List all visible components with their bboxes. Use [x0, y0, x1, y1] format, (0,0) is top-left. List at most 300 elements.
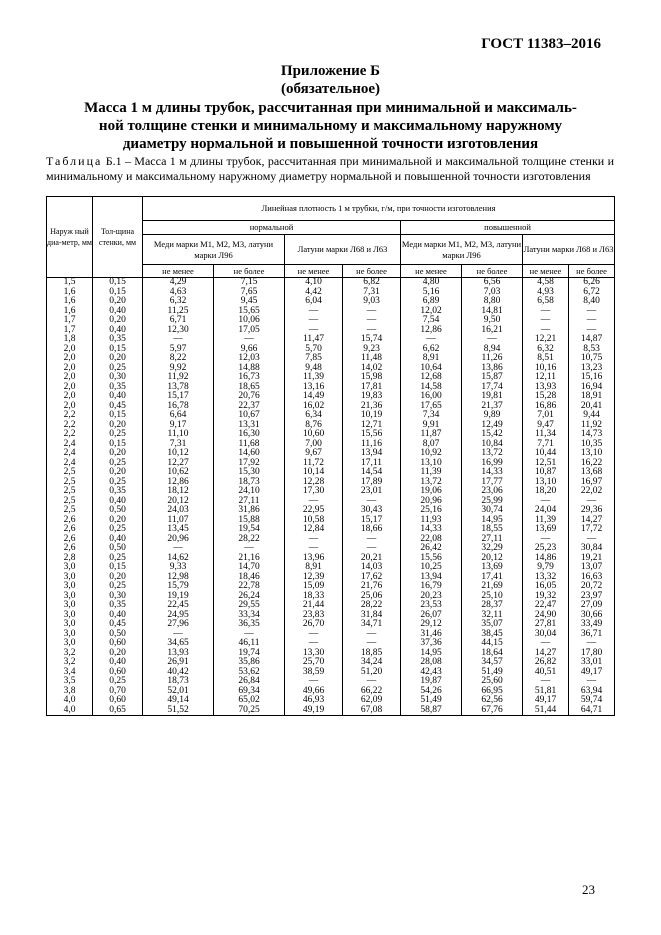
table-cell: 31,84 [343, 611, 401, 621]
table-cell: 20,96 [401, 497, 462, 507]
table-cell: 21,69 [462, 582, 523, 592]
table-cell: 8,53 [569, 345, 615, 355]
table-cell: 14,27 [569, 516, 615, 526]
table-cell: 13,93 [143, 649, 214, 659]
table-cell: 19,06 [401, 487, 462, 497]
table-cell: 18,91 [569, 392, 615, 402]
appendix-heading [0, 99, 661, 153]
table-cell: 9,67 [285, 449, 343, 459]
table-cell: 51,44 [523, 706, 569, 716]
table-cell: 21,76 [343, 582, 401, 592]
table-cell: 4,42 [285, 288, 343, 298]
table-cell: 1,8 [47, 335, 93, 345]
table-cell: 6,56 [462, 278, 523, 288]
table-cell: 11,07 [143, 516, 214, 526]
table-cell: 17,89 [343, 478, 401, 488]
table-cell: 10,44 [523, 449, 569, 459]
table-cell: 21,16 [214, 554, 285, 564]
table-cell: 27,11 [462, 535, 523, 545]
table-cell: 10,19 [343, 411, 401, 421]
header-outer-diameter: Наруж ный диа-метр, мм [47, 197, 93, 278]
table-cell: 10,35 [569, 440, 615, 450]
table-cell: 18,55 [462, 525, 523, 535]
table-row [47, 706, 615, 716]
table-cell: 54,26 [401, 687, 462, 697]
table-cell: 28,22 [343, 601, 401, 611]
table-cell: 40,51 [523, 668, 569, 678]
table-cell: 14,60 [214, 449, 285, 459]
table-cell: 11,16 [343, 440, 401, 450]
table-cell: 46,93 [285, 696, 343, 706]
table-cell: 25,60 [462, 677, 523, 687]
table-cell: 15,98 [343, 373, 401, 383]
table-cell: 0,25 [93, 677, 143, 687]
table-cell: — [343, 326, 401, 336]
table-cell: 0,15 [93, 563, 143, 573]
header-brass-increased: Латуни марки Л68 и Л63 [523, 235, 615, 265]
table-cell: 8,91 [401, 354, 462, 364]
table-cell: 14,95 [401, 649, 462, 659]
table-cell: 10,14 [285, 468, 343, 478]
table-cell: 58,87 [401, 706, 462, 716]
table-cell: 0,25 [93, 364, 143, 374]
table-cell: 18,73 [214, 478, 285, 488]
table-cell: 13,10 [401, 459, 462, 469]
table-cell: 22,45 [143, 601, 214, 611]
table-cell: 21,44 [285, 601, 343, 611]
table-cell: 18,12 [143, 487, 214, 497]
table-cell: 10,58 [285, 516, 343, 526]
table-cell: 24,04 [523, 506, 569, 516]
table-cell: 20,76 [214, 392, 285, 402]
table-cell: — [523, 497, 569, 507]
table-cell: 0,35 [93, 335, 143, 345]
table-cell: 32,29 [462, 544, 523, 554]
table-cell: 11,26 [462, 354, 523, 364]
table-cell: 34,24 [343, 658, 401, 668]
table-cell: 0,30 [93, 373, 143, 383]
table-cell: 13,07 [569, 563, 615, 573]
table-cell: — [343, 307, 401, 317]
table-row [47, 573, 615, 583]
table-cell: 12,98 [143, 573, 214, 583]
table-row [47, 497, 615, 507]
table-cell: 2,2 [47, 421, 93, 431]
table-cell: 26,70 [285, 620, 343, 630]
table-cell: 52,01 [143, 687, 214, 697]
table-row [47, 620, 615, 630]
table-cell: 2,4 [47, 440, 93, 450]
table-cell: 44,15 [462, 639, 523, 649]
table-cell: 22,95 [285, 506, 343, 516]
table-cell: 8,76 [285, 421, 343, 431]
table-cell: 37,36 [401, 639, 462, 649]
table-cell: 0,35 [93, 601, 143, 611]
table-cell: — [401, 335, 462, 345]
table-cell: 12,02 [401, 307, 462, 317]
table-cell: 2,4 [47, 449, 93, 459]
table-cell: 16,86 [523, 402, 569, 412]
table-cell: 11,92 [569, 421, 615, 431]
table-cell: 16,99 [462, 459, 523, 469]
table-cell: 11,39 [285, 373, 343, 383]
table-cell: 0,40 [93, 658, 143, 668]
table-cell: 0,20 [93, 468, 143, 478]
table-cell: 12,84 [285, 525, 343, 535]
table-cell: 12,28 [285, 478, 343, 488]
table-cell: — [343, 639, 401, 649]
table-cell: 17,41 [462, 573, 523, 583]
table-row [47, 430, 615, 440]
table-cell: 14,73 [569, 430, 615, 440]
table-cell: — [569, 307, 615, 317]
table-cell: 3,2 [47, 658, 93, 668]
table-cell: 7,71 [523, 440, 569, 450]
table-cell: — [285, 307, 343, 317]
table-row [47, 402, 615, 412]
table-cell: — [214, 544, 285, 554]
table-row [47, 649, 615, 659]
table-cell: 2,0 [47, 392, 93, 402]
table-cell: 14,87 [569, 335, 615, 345]
table-cell: 6,71 [143, 316, 214, 326]
table-cell: 38,59 [285, 668, 343, 678]
table-cell: 32,11 [462, 611, 523, 621]
table-cell: 7,34 [401, 411, 462, 421]
table-cell: 0,40 [93, 535, 143, 545]
table-row [47, 297, 615, 307]
table-cell: 2,2 [47, 430, 93, 440]
table-cell: 2,0 [47, 354, 93, 364]
table-cell: 2,0 [47, 373, 93, 383]
table-cell: 1,6 [47, 288, 93, 298]
table-cell: 23,97 [569, 592, 615, 602]
table-cell: 59,74 [569, 696, 615, 706]
appendix-status: (обязательное) [280, 81, 381, 97]
table-cell: 0,25 [93, 478, 143, 488]
table-row [47, 639, 615, 649]
table-cell: 70,25 [214, 706, 285, 716]
table-cell: 2,0 [47, 345, 93, 355]
table-cell: 3,8 [47, 687, 93, 697]
table-cell: 10,64 [401, 364, 462, 374]
table-cell: 3,0 [47, 563, 93, 573]
table-cell: 11,72 [285, 459, 343, 469]
table-cell: 26,24 [214, 592, 285, 602]
table-cell: 0,40 [93, 497, 143, 507]
table-cell: 14,88 [214, 364, 285, 374]
table-cell: 13,31 [214, 421, 285, 431]
table-cell: 19,54 [214, 525, 285, 535]
table-cell: — [523, 677, 569, 687]
table-cell: 46,11 [214, 639, 285, 649]
table-cell: 31,86 [214, 506, 285, 516]
mass-table [46, 196, 615, 716]
table-cell: 40,42 [143, 668, 214, 678]
table-cell: 0,30 [93, 592, 143, 602]
table-cell: 33,49 [569, 620, 615, 630]
table-cell: 20,96 [143, 535, 214, 545]
table-cell: 1,7 [47, 316, 93, 326]
table-cell: — [285, 677, 343, 687]
table-cell: — [285, 544, 343, 554]
table-cell: 11,25 [143, 307, 214, 317]
table-cell: — [569, 535, 615, 545]
table-cell: 2,6 [47, 544, 93, 554]
table-cell: 5,97 [143, 345, 214, 355]
table-cell: 0,20 [93, 516, 143, 526]
table-cell: 18,73 [143, 677, 214, 687]
table-row [47, 601, 615, 611]
table-cell: 25,10 [462, 592, 523, 602]
table-cell: 13,72 [462, 449, 523, 459]
table-cell: 12,71 [343, 421, 401, 431]
table-cell: 51,49 [401, 696, 462, 706]
table-cell: 10,06 [214, 316, 285, 326]
table-cell: — [143, 335, 214, 345]
table-cell: 23,06 [462, 487, 523, 497]
table-cell: 18,85 [343, 649, 401, 659]
table-cell: 25,16 [401, 506, 462, 516]
table-row [47, 468, 615, 478]
appendix-heading-line: диаметру нормальной и повышенной точности изготовления [122, 136, 539, 152]
table-cell: 11,34 [523, 430, 569, 440]
table-cell: 13,94 [343, 449, 401, 459]
table-cell: 67,76 [462, 706, 523, 716]
table-cell: 49,14 [143, 696, 214, 706]
table-row [47, 506, 615, 516]
table-cell: 2,0 [47, 402, 93, 412]
table-cell: 16,02 [285, 402, 343, 412]
table-cell: 36,35 [214, 620, 285, 630]
table-cell: 19,74 [214, 649, 285, 659]
table-row [47, 554, 615, 564]
table-cell: 13,16 [285, 383, 343, 393]
table-cell: 29,55 [214, 601, 285, 611]
table-caption-label: Таблица [46, 154, 103, 168]
table-cell: 15,30 [214, 468, 285, 478]
table-cell: 29,36 [569, 506, 615, 516]
table-cell: 0,20 [93, 354, 143, 364]
table-row [47, 335, 615, 345]
table-cell: 0,45 [93, 402, 143, 412]
table-cell: 2,4 [47, 459, 93, 469]
table-cell: — [285, 326, 343, 336]
table-cell: 66,95 [462, 687, 523, 697]
table-cell: 0,70 [93, 687, 143, 697]
table-cell: 8,22 [143, 354, 214, 364]
table-cell: 9,79 [523, 563, 569, 573]
table-cell: 51,20 [343, 668, 401, 678]
table-cell: 67,08 [343, 706, 401, 716]
table-cell: 13,72 [401, 478, 462, 488]
table-cell: 13,69 [523, 525, 569, 535]
table-cell: 22,02 [569, 487, 615, 497]
table-cell: 14,62 [143, 554, 214, 564]
header-max: не более [343, 265, 401, 278]
table-cell: 22,08 [401, 535, 462, 545]
appendix-title: Приложение Б [280, 63, 381, 79]
table-cell: 7,03 [462, 288, 523, 298]
table-cell: 9,47 [523, 421, 569, 431]
table-cell: 9,03 [343, 297, 401, 307]
table-cell: — [285, 497, 343, 507]
table-cell: 9,23 [343, 345, 401, 355]
table-cell: 15,56 [343, 430, 401, 440]
table-cell: 5,16 [401, 288, 462, 298]
table-cell: — [523, 316, 569, 326]
table-cell: 42,43 [401, 668, 462, 678]
table-cell: 15,42 [462, 430, 523, 440]
table-cell: — [214, 335, 285, 345]
table-caption [46, 154, 614, 183]
table-cell: 49,66 [285, 687, 343, 697]
document-code: ГОСТ 11383–2016 [481, 36, 601, 52]
table-cell: 33,01 [569, 658, 615, 668]
table-cell: 15,17 [143, 392, 214, 402]
table-cell: 10,67 [214, 411, 285, 421]
table-cell: 6,26 [569, 278, 615, 288]
table-cell: 0,60 [93, 668, 143, 678]
table-cell: 20,23 [401, 592, 462, 602]
table-cell: 3,4 [47, 668, 93, 678]
table-cell: 3,0 [47, 582, 93, 592]
table-cell: 18,46 [214, 573, 285, 583]
table-cell: 11,68 [214, 440, 285, 450]
table-cell: 30,66 [569, 611, 615, 621]
table-cell: 16,73 [214, 373, 285, 383]
table-cell: — [343, 677, 401, 687]
table-cell: 1,7 [47, 326, 93, 336]
table-cell: 14,02 [343, 364, 401, 374]
table-cell: 20,41 [569, 402, 615, 412]
table-cell: 16,79 [401, 582, 462, 592]
table-cell: 8,51 [523, 354, 569, 364]
table-cell: 26,07 [401, 611, 462, 621]
table-caption-text: Б.1 – Масса 1 м длины трубок, рассчитанная при минимальной и максимальной толщине стенки и минимальному и максимальному наружному диаметру нормальной и повышенной точности изготовления [46, 154, 614, 183]
table-cell: 21,37 [462, 402, 523, 412]
table-row [47, 582, 615, 592]
header-max: не более [214, 265, 285, 278]
table-cell: 22,78 [214, 582, 285, 592]
table-cell: 0,15 [93, 440, 143, 450]
table-cell: 11,93 [401, 516, 462, 526]
table-cell: 0,15 [93, 288, 143, 298]
table-cell: 14,33 [462, 468, 523, 478]
table-cell: 17,81 [343, 383, 401, 393]
table-cell: 10,92 [401, 449, 462, 459]
table-cell: 9,48 [285, 364, 343, 374]
table-cell: — [523, 326, 569, 336]
table-row [47, 677, 615, 687]
table-cell: 30,84 [569, 544, 615, 554]
table-cell: — [462, 335, 523, 345]
table-cell: 3,0 [47, 601, 93, 611]
table-cell: 24,10 [214, 487, 285, 497]
table-cell: — [285, 630, 343, 640]
table-cell: — [569, 677, 615, 687]
table-row [47, 307, 615, 317]
table-row [47, 611, 615, 621]
table-cell: 24,90 [523, 611, 569, 621]
table-cell: 38,45 [462, 630, 523, 640]
table-body [47, 278, 615, 716]
table-cell: 0,50 [93, 544, 143, 554]
table-cell: 62,09 [343, 696, 401, 706]
table-cell: — [285, 535, 343, 545]
table-cell: 49,17 [569, 668, 615, 678]
table-cell: 19,87 [401, 677, 462, 687]
table-cell: 16,78 [143, 402, 214, 412]
table-cell: 20,12 [462, 554, 523, 564]
table-cell: 12,27 [143, 459, 214, 469]
table-row [47, 459, 615, 469]
table-cell: 19,83 [343, 392, 401, 402]
table-cell: 6,58 [523, 297, 569, 307]
table-cell: 17,80 [569, 649, 615, 659]
header-min: не менее [143, 265, 214, 278]
table-cell: 9,50 [462, 316, 523, 326]
table-cell: — [285, 316, 343, 326]
table-cell: 12,03 [214, 354, 285, 364]
table-cell: 0,45 [93, 620, 143, 630]
table-row [47, 449, 615, 459]
table-cell: 17,65 [401, 402, 462, 412]
table-cell: 0,60 [93, 696, 143, 706]
table-cell: 0,15 [93, 345, 143, 355]
table-cell: 24,95 [143, 611, 214, 621]
table-cell: 17,77 [462, 478, 523, 488]
table-cell: 10,87 [523, 468, 569, 478]
table-cell: 7,85 [285, 354, 343, 364]
table-cell: 28,08 [401, 658, 462, 668]
table-row [47, 288, 615, 298]
table-cell: 11,92 [143, 373, 214, 383]
table-cell: 2,5 [47, 487, 93, 497]
header-brass-normal: Латуни марки Л68 и Л63 [285, 235, 401, 265]
header-copper-normal: Меди марки М1, М2, М3, латуни марки Л96 [143, 235, 285, 265]
table-cell: 34,65 [143, 639, 214, 649]
table-cell: 19,21 [569, 554, 615, 564]
table-cell: 16,21 [462, 326, 523, 336]
table-cell: 17,62 [343, 573, 401, 583]
table-cell: 16,63 [569, 573, 615, 583]
table-cell: 14,58 [401, 383, 462, 393]
table-row [47, 364, 615, 374]
table-cell: 12,21 [523, 335, 569, 345]
table-cell: 3,0 [47, 592, 93, 602]
table-cell: 8,07 [401, 440, 462, 450]
table-cell: 21,36 [343, 402, 401, 412]
table-cell: 22,47 [523, 601, 569, 611]
table-cell: 3,0 [47, 620, 93, 630]
header-min: не менее [285, 265, 343, 278]
table-cell: 16,97 [569, 478, 615, 488]
table-cell: 11,39 [523, 516, 569, 526]
table-cell: 1,6 [47, 307, 93, 317]
table-cell: 9,45 [214, 297, 285, 307]
table-cell: — [569, 316, 615, 326]
table-cell: — [343, 535, 401, 545]
table-cell: 13,94 [401, 573, 462, 583]
table-cell: 13,93 [523, 383, 569, 393]
table-cell: 25,06 [343, 592, 401, 602]
table-cell: 2,6 [47, 516, 93, 526]
table-cell: 27,96 [143, 620, 214, 630]
table-cell: 8,40 [569, 297, 615, 307]
table-row [47, 487, 615, 497]
table-cell: 27,09 [569, 601, 615, 611]
